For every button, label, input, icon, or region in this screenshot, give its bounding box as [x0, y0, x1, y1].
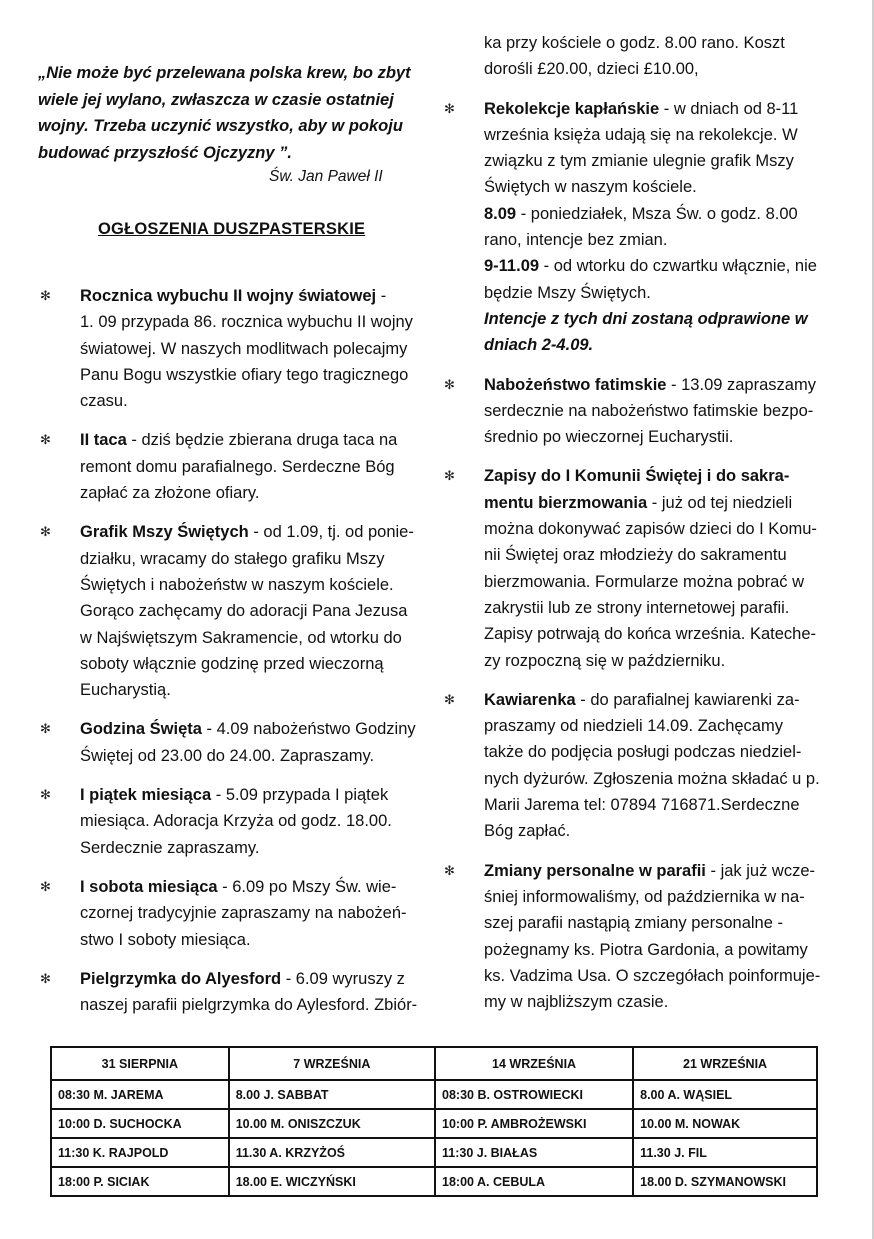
date-label: 9-11.09 [484, 257, 540, 276]
announcement-text: Serdecznie zapraszamy. [80, 838, 260, 857]
table-cell: 18:00 A. CEBULA [435, 1167, 633, 1196]
announcement-text: czasu. [80, 392, 128, 411]
announcement-text: - 4.09 nabożeństwo Godziny [201, 720, 416, 739]
announcement-text: - 5.09 przypada I piątek [211, 786, 389, 805]
announcement-text: stwo I soboty miesiąca. [80, 930, 251, 949]
announcement-text: dorośli £20.00, dzieci £10.00, [484, 60, 699, 79]
quote-line: budować przyszłość Ojczyzny ”. [38, 143, 292, 162]
announcement-text: zy rozpoczną się w październiku. [484, 651, 726, 670]
announcement-text: - od wtorku do czwartku włącznie, nie [539, 257, 817, 276]
announcement-heading: Rekolekcje kapłańskie [484, 99, 660, 118]
announcement-text: Świętej od 23.00 do 24.00. Zapraszamy. [80, 746, 375, 765]
announcement-text: zapłać za złożone ofiary. [80, 484, 260, 503]
bullet-star-icon: ✻ [40, 970, 51, 986]
table-cell: 11.30 A. KRZYŻOŚ [229, 1138, 435, 1167]
bullet-star-icon: ✻ [444, 862, 455, 878]
announcement-text: - jak już wcze- [705, 861, 816, 880]
announcement-text: ks. Vadzima Usa. O szczegółach poinformuje- [484, 966, 821, 985]
announcement-text: w Najświętszym Sakramencie, od wtorku do [80, 628, 402, 647]
announcement-text: Zapisy potrwają do końca września. Kateche- [484, 625, 816, 644]
quote-line: wiele jej wylano, zwłaszcza w czasie ostatniej [38, 90, 394, 109]
announcement-text: będzie Mszy Świętych. [484, 283, 651, 302]
announcement-item [442, 96, 842, 359]
announcement-text: - 6.09 po Mszy Św. wie- [217, 877, 397, 896]
announcement-text: nii Świętej oraz młodzieży do sakramentu [484, 546, 787, 565]
announcement-text: - poniedziałek, Msza Św. o godz. 8.00 [516, 204, 798, 223]
announcement-text: działku, wracamy do stałego grafiku Mszy [80, 549, 385, 568]
table-cell: 10.00 M. NOWAK [633, 1109, 817, 1138]
announcement-text: związku z tym zmianie ulegnie grafik Mszy [484, 152, 794, 171]
announcement-text: śniej informowaliśmy, od października w na- [484, 887, 805, 906]
bullet-star-icon: ✻ [40, 721, 51, 737]
announcement-text: - już od tej niedzieli [647, 493, 793, 512]
announcement-item [38, 427, 430, 506]
bullet-star-icon: ✻ [40, 288, 51, 303]
column-header: 14 WRZEŚNIA [435, 1047, 633, 1080]
date-label: 8.09 [484, 204, 517, 223]
announcement-text: pożegnamy ks. Piotra Gardonia, a powitamy [484, 940, 808, 959]
announcement-heading: mentu bierzmowania [484, 493, 648, 512]
quote-author: Św. Jan Paweł II [269, 168, 383, 185]
table-cell: 08:30 M. JAREMA [51, 1080, 229, 1109]
announcement-heading: Grafik Mszy Świętych [80, 523, 249, 542]
table-row [51, 1138, 817, 1167]
announcement-text: - [376, 287, 387, 305]
announcement-text: średnio po wieczornej Eucharystii. [484, 428, 734, 447]
bullet-star-icon: ✻ [40, 878, 51, 894]
announcement-text: serdecznie na nabożeństwo fatimskie bezpo- [484, 401, 814, 420]
announcement-text: ka przy kościele o godz. 8.00 rano. Koszt [484, 34, 785, 52]
announcement-item [38, 966, 430, 1019]
announcement-heading: Nabożeństwo fatimskie [484, 375, 667, 394]
announcement-item [442, 687, 842, 845]
announcement-item [442, 372, 842, 451]
announcement-text: 1. 09 przypada 86. rocznica wybuchu II wojny [80, 313, 413, 332]
announcement-heading: I sobota miesiąca [80, 877, 218, 896]
announcement-text: praszamy od niedzieli 14.09. Zachęcamy [484, 717, 783, 736]
section-title: OGŁOSZENIA DUSZPASTERSKIE [98, 220, 366, 238]
column-header: 7 WRZEŚNIA [229, 1047, 435, 1080]
announcement-text: nych dyżurów. Zgłoszenia można składać u p. [484, 769, 820, 788]
announcement-heading: Zapisy do I Komunii Świętej i do sakra- [484, 467, 790, 486]
announcement-text: Panu Bogu wszystkie ofiary tego tragicznego [80, 365, 409, 384]
right-column [442, 30, 842, 1015]
announcement-item [38, 283, 430, 414]
table-row [51, 1109, 817, 1138]
announcement-text: Eucharystią. [80, 681, 171, 700]
announcement-text: można dokonywać zapisów dzieci do I Komu- [484, 520, 817, 539]
announcement-text: rano, intencje bez zmian. [484, 231, 668, 250]
announcement-text: remont domu parafialnego. Serdeczne Bóg [80, 457, 395, 476]
announcement-item [442, 858, 842, 1016]
announcement-continuation [442, 30, 842, 83]
table-cell: 11:30 J. BIAŁAS [435, 1138, 633, 1167]
announcement-text: Bóg zapłać. [484, 822, 571, 841]
mass-intentions-table [50, 1046, 818, 1197]
announcement-heading: Kawiarenka [484, 690, 576, 709]
announcement-item [38, 874, 430, 953]
announcement-text: - 13.09 zapraszamy [666, 375, 816, 394]
bullet-star-icon: ✻ [444, 691, 455, 707]
announcement-item [442, 463, 842, 673]
announcement-text: miesiąca. Adoracja Krzyża od godz. 18.00. [80, 812, 392, 831]
announcement-text: Świętych w naszym kościele. [484, 178, 697, 197]
table-cell: 08:30 B. OSTROWIECKI [435, 1080, 633, 1109]
table-row [51, 1167, 817, 1196]
table-cell: 11:30 K. RAJPOLD [51, 1138, 229, 1167]
bullet-star-icon: ✻ [40, 787, 51, 803]
announcement-text: światowej. W naszych modlitwach polecajmy [80, 339, 408, 358]
table-cell: 18.00 D. SZYMANOWSKI [633, 1167, 817, 1196]
announcement-text: naszej parafii pielgrzymka do Aylesford. Zbiór- [80, 996, 418, 1015]
announcement-item [38, 519, 430, 703]
announcement-text: soboty włącznie godzinę przed wieczorną [80, 654, 384, 673]
bullet-star-icon: ✻ [40, 432, 51, 448]
table-cell: 18.00 E. WICZYŃSKI [229, 1167, 435, 1196]
announcement-item [38, 782, 430, 861]
quote-line: „Nie może być przelewana polska krew, bo zbyt [38, 64, 411, 82]
announcement-note: dniach 2-4.09. [484, 336, 594, 355]
announcement-heading: II taca [80, 431, 127, 450]
left-column [38, 60, 430, 1018]
bullet-star-icon: ✻ [444, 468, 455, 484]
table-cell: 8.00 A. WĄSIEL [633, 1080, 817, 1109]
table-header-row [51, 1047, 817, 1080]
table-row [51, 1080, 817, 1109]
bullet-star-icon: ✻ [40, 524, 51, 540]
announcement-heading: Rocznica wybuchu II wojny światowej [80, 287, 377, 305]
announcement-text: szej parafii nastąpią zmiany personalne - [484, 914, 783, 933]
announcement-heading: I piątek miesiąca [80, 786, 212, 805]
announcement-text: - do parafialnej kawiarenki za- [575, 690, 800, 709]
announcement-heading: Zmiany personalne w parafii [484, 861, 706, 880]
column-header: 31 SIERPNIA [51, 1047, 229, 1080]
announcement-text: my w najbliższym czasie. [484, 993, 669, 1012]
announcement-text: zakrystii lub ze strony internetowej parafii. [484, 598, 790, 617]
announcement-text: Świętych i nabożeństw w naszym kościele. [80, 575, 394, 594]
announcement-heading: Godzina Święta [80, 720, 202, 739]
quote [38, 60, 430, 166]
table-cell: 10:00 P. AMBROŻEWSKI [435, 1109, 633, 1138]
announcement-text: także do podjęcia posługi podczas niedziel- [484, 743, 802, 762]
table-cell: 10.00 M. ONISZCZUK [229, 1109, 435, 1138]
table-cell: 11.30 J. FIL [633, 1138, 817, 1167]
bullet-star-icon: ✻ [444, 376, 455, 392]
announcement-text: - 6.09 wyruszy z [281, 969, 405, 988]
announcement-text: września księża udają się na rekolekcje. W [484, 125, 798, 144]
announcement-text: bierzmowania. Formularze można pobrać w [484, 572, 805, 591]
announcement-text: czornej tradycyjnie zapraszamy na nabożeń- [80, 904, 407, 923]
bullet-star-icon: ✻ [444, 100, 455, 116]
announcement-note: Intencje z tych dni zostaną odprawione w [484, 309, 808, 328]
quote-line: wojny. Trzeba uczynić wszystko, aby w pokoju [38, 117, 403, 135]
announcement-text: - dziś będzie zbierana druga taca na [126, 431, 398, 450]
announcement-text: Gorąco zachęcamy do adoracji Pana Jezusa [80, 602, 408, 621]
table-cell: 8.00 J. SABBAT [229, 1080, 435, 1109]
table-cell: 10:00 D. SUCHOCKA [51, 1109, 229, 1138]
announcement-heading: Pielgrzymka do Alyesford [80, 969, 282, 988]
announcement-text: - od 1.09, tj. od ponie- [248, 523, 414, 542]
column-header: 21 WRZEŚNIA [633, 1047, 817, 1080]
announcement-item [38, 716, 430, 769]
announcement-text: - w dniach od 8-11 [659, 99, 799, 118]
table-cell: 18:00 P. SICIAK [51, 1167, 229, 1196]
announcement-text: Marii Jarema tel: 07894 716871.Serdeczne [484, 796, 800, 815]
